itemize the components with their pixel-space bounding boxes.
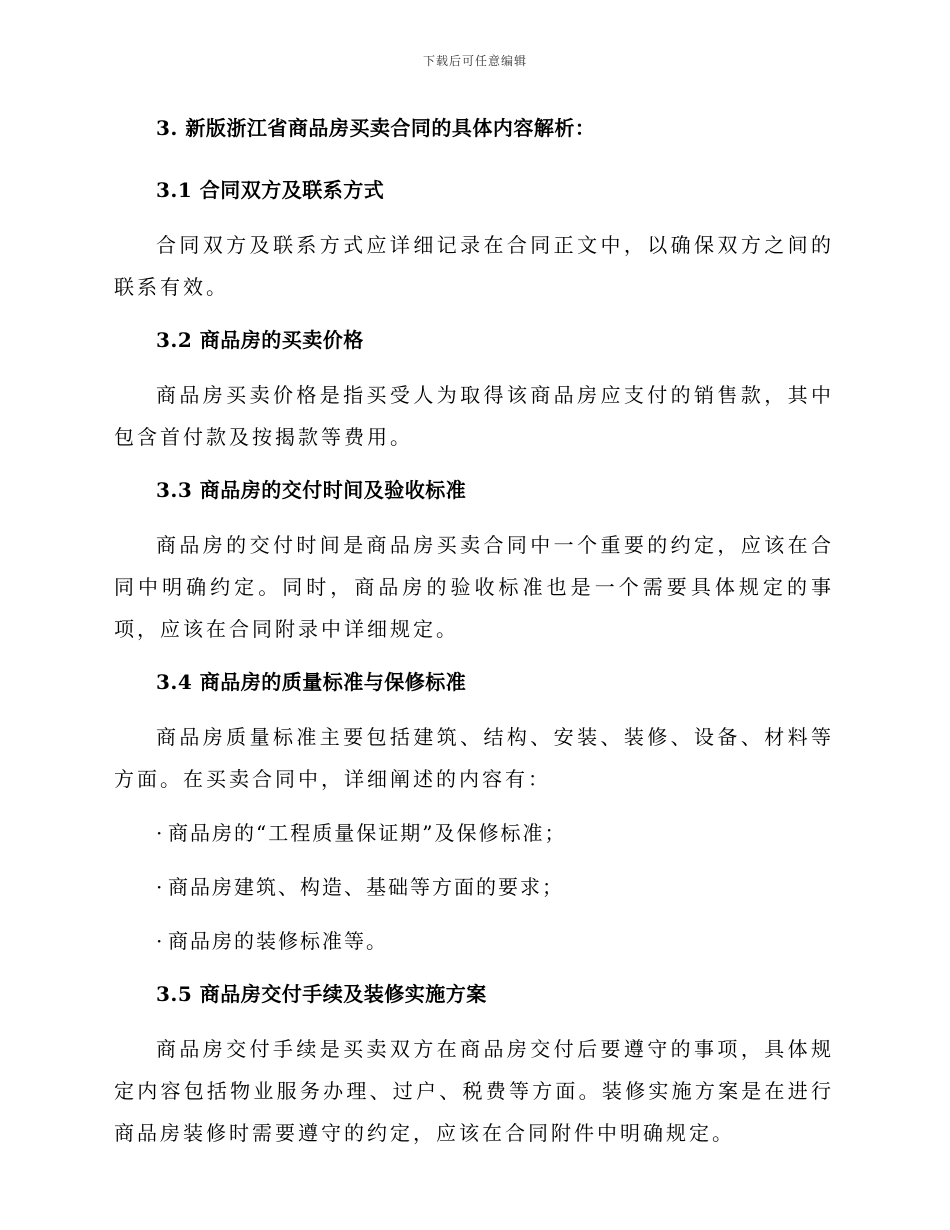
header-note: 下载后可任意编辑 bbox=[422, 54, 527, 68]
section-paragraph: 商品房质量标准主要包括建筑、结构、安装、装修、设备、材料等方面。在买卖合同中，详细阐述的内容有： bbox=[114, 725, 834, 791]
section-paragraph: 商品房的交付时间是商品房买卖合同中一个重要的约定，应该在合同中明确约定。同时，商品房的验收标准也是一个需要具体规定的事项，应该在合同附录中详细规定。 bbox=[114, 533, 834, 641]
list-item bbox=[156, 920, 834, 962]
bullet-dot-icon: · bbox=[156, 875, 165, 899]
section-3-4 bbox=[114, 662, 834, 962]
list-item bbox=[156, 812, 834, 854]
section-paragraph: 商品房买卖价格是指买受人为取得该商品房应支付的销售款，其中包含首付款及按揭款等费用。 bbox=[114, 383, 834, 449]
section-3-5 bbox=[114, 974, 834, 1154]
section-heading: 3.5 商品房交付手续及装修实施方案 bbox=[156, 982, 487, 1006]
section-3-3 bbox=[114, 470, 834, 650]
section-heading: 3.4 商品房的质量标准与保修标准 bbox=[156, 670, 467, 694]
list-item-text: 商品房的装修标准等。 bbox=[168, 929, 388, 953]
bullet-dot-icon: · bbox=[156, 929, 165, 953]
section-paragraph: 商品房交付手续是买卖双方在商品房交付后要遵守的事项，具体规定内容包括物业服务办理、过户、税费等方面。装修实施方案是在进行商品房装修时需要遵守的约定，应该在合同附件中明确规定。 bbox=[114, 1037, 834, 1145]
quality-bullet-list bbox=[114, 812, 834, 962]
list-item-text: 商品房的“工程质量保证期”及保修标准； bbox=[168, 821, 567, 845]
section-paragraph: 合同双方及联系方式应详细记录在合同正文中，以确保双方之间的联系有效。 bbox=[114, 233, 834, 299]
list-item-text: 商品房建筑、构造、基础等方面的要求； bbox=[168, 875, 564, 899]
section-heading: 3.3 商品房的交付时间及验收标准 bbox=[156, 478, 467, 502]
section-3-1 bbox=[114, 170, 834, 308]
section-heading: 3.2 商品房的买卖价格 bbox=[156, 328, 364, 352]
section-3-2 bbox=[114, 320, 834, 458]
bullet-dot-icon: · bbox=[156, 821, 165, 845]
document-title: 3. 新版浙江省商品房买卖合同的具体内容解析： bbox=[156, 116, 596, 140]
document-body bbox=[114, 108, 834, 1166]
list-item bbox=[156, 866, 834, 908]
section-heading: 3.1 合同双方及联系方式 bbox=[156, 178, 385, 202]
